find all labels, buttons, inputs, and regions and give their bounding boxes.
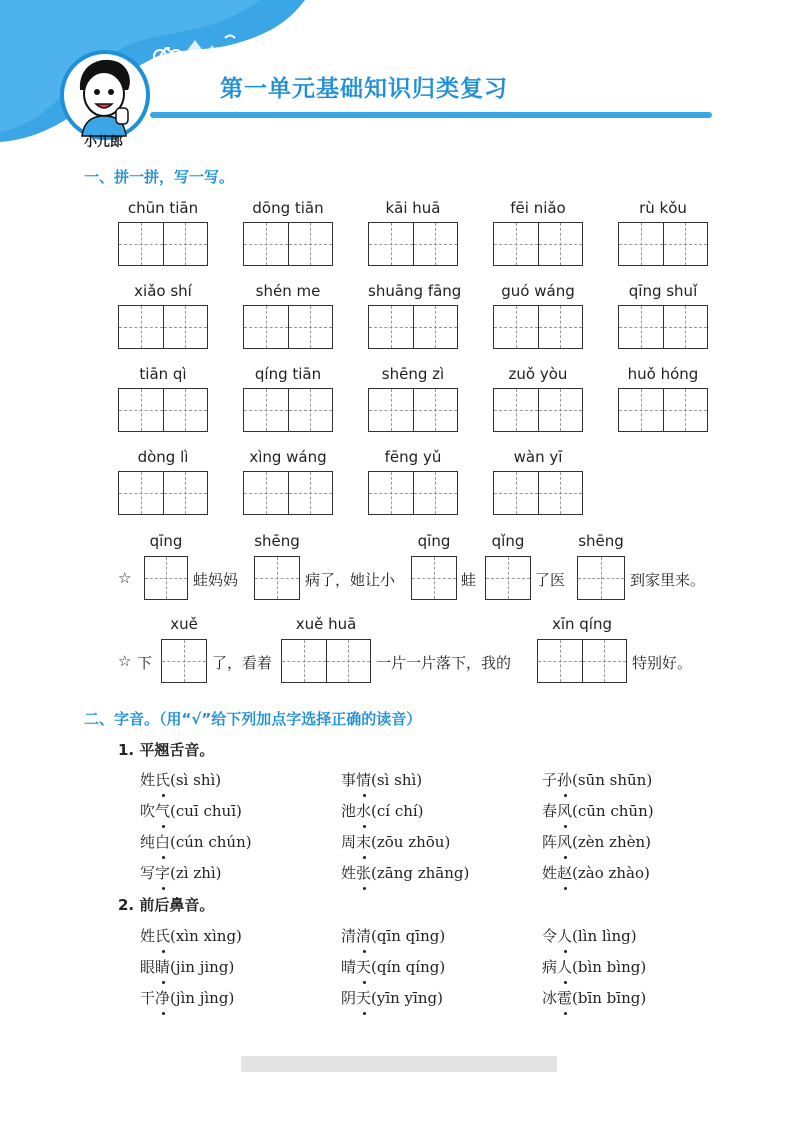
bicycle-mountain-icon <box>150 30 240 65</box>
writing-grid[interactable] <box>118 305 208 349</box>
emphasis-dot <box>363 825 366 828</box>
sentence1-pinyin: qǐng <box>491 532 525 550</box>
emphasis-dot <box>564 950 567 953</box>
sentence-text: 下 <box>137 654 153 672</box>
emphasis-dot <box>564 794 567 797</box>
sentence2-pinyin: xuě <box>170 615 198 633</box>
writing-box[interactable] <box>577 556 625 600</box>
writing-grid[interactable] <box>243 471 333 515</box>
pinyin-label: kāi huā <box>385 199 441 217</box>
mascot-boy-icon <box>60 50 150 140</box>
part1-heading: 1. 平翘舌音。 <box>118 741 215 759</box>
emphasis-dot <box>162 856 165 859</box>
pronunciation-item[interactable]: 病人(bìn bìng) <box>542 956 646 977</box>
emphasis-dot <box>162 825 165 828</box>
writing-grid[interactable] <box>118 471 208 515</box>
pinyin-label: zuǒ yòu <box>508 365 568 383</box>
page-cutoff <box>0 1026 798 1056</box>
emphasis-dot <box>162 794 165 797</box>
emphasis-dot <box>564 887 567 890</box>
sentence-text: 特别好。 <box>632 654 693 672</box>
title-underline <box>150 112 712 118</box>
pinyin-label: dōng tiān <box>252 199 324 217</box>
watermark-blur <box>241 1056 557 1072</box>
pronunciation-item[interactable]: 姓赵(zào zhào) <box>542 862 650 883</box>
page-title: 第一单元基础知识归类复习 <box>220 76 508 102</box>
emphasis-dot <box>363 887 366 890</box>
star-icon: ☆ <box>118 569 132 587</box>
sentence1-pinyin: shēng <box>254 532 300 550</box>
writing-grid[interactable] <box>368 222 458 266</box>
sentence2-pinyin: xuě huā <box>295 615 357 633</box>
writing-grid[interactable] <box>618 305 708 349</box>
pronunciation-item[interactable]: 阵风(zèn zhèn) <box>542 831 651 852</box>
pronunciation-item[interactable]: 池水(cí chí) <box>341 800 424 821</box>
writing-box[interactable] <box>254 556 300 600</box>
pinyin-label: fēng yǔ <box>384 448 442 466</box>
sentence-text: 到家里来。 <box>630 571 706 589</box>
pinyin-label: rù kǒu <box>639 199 687 217</box>
sentence-text: 了，看着 <box>212 654 273 672</box>
emphasis-dot <box>162 981 165 984</box>
writing-grid[interactable] <box>118 388 208 432</box>
emphasis-dot <box>363 856 366 859</box>
writing-grid[interactable] <box>618 388 708 432</box>
emphasis-dot <box>363 981 366 984</box>
writing-grid[interactable] <box>618 222 708 266</box>
emphasis-dot <box>162 887 165 890</box>
sentence-text: 病了，她让小 <box>305 571 396 589</box>
writing-grid[interactable] <box>243 222 333 266</box>
pinyin-label: xiǎo shí <box>134 282 192 300</box>
pinyin-label: chūn tiān <box>127 199 199 217</box>
emphasis-dot <box>363 950 366 953</box>
pinyin-label: tiān qì <box>139 365 187 383</box>
writing-box[interactable] <box>485 556 531 600</box>
pinyin-label: dòng lì <box>137 448 189 466</box>
writing-grid[interactable] <box>368 305 458 349</box>
pinyin-label: huǒ hóng <box>627 365 699 383</box>
sentence1-pinyin: qīng <box>417 532 451 550</box>
pronunciation-item[interactable]: 晴天(qín qíng) <box>341 956 445 977</box>
writing-grid[interactable] <box>493 471 583 515</box>
pronunciation-item[interactable]: 干净(jìn jìng) <box>140 987 234 1008</box>
sentence1-pinyin: qīng <box>149 532 183 550</box>
pinyin-label: guó wáng <box>501 282 575 300</box>
emphasis-dot <box>564 825 567 828</box>
pronunciation-item[interactable]: 令人(lìn lìng) <box>542 925 637 946</box>
writing-grid[interactable] <box>493 305 583 349</box>
writing-grid[interactable] <box>368 471 458 515</box>
pronunciation-item[interactable]: 姓张(zāng zhāng) <box>341 862 469 883</box>
pronunciation-item[interactable]: 阴天(yīn yīng) <box>341 987 443 1008</box>
pronunciation-item[interactable]: 姓氏(sì shì) <box>140 769 221 790</box>
pinyin-label: wàn yī <box>513 448 563 466</box>
writing-box[interactable] <box>411 556 457 600</box>
pronunciation-item[interactable]: 写字(zì zhì) <box>140 862 222 883</box>
section2-heading: 二、字音。（用“√”给下列加点字选择正确的读音） <box>84 710 422 728</box>
emphasis-dot <box>564 856 567 859</box>
section1-heading: 一、拼一拼，写一写。 <box>84 168 235 186</box>
pinyin-label: xìng wáng <box>249 448 327 466</box>
pinyin-label: qīng shuǐ <box>628 282 698 300</box>
pronunciation-item[interactable]: 吹气(cuī chuī) <box>140 800 242 821</box>
sentence-text: 蛙 <box>461 571 477 589</box>
writing-grid[interactable] <box>118 222 208 266</box>
pronunciation-item[interactable]: 周末(zōu zhōu) <box>341 831 450 852</box>
pinyin-label: shēng zì <box>381 365 445 383</box>
sentence-text: 蛙妈妈 <box>193 571 239 589</box>
writing-grid[interactable] <box>368 388 458 432</box>
star-icon: ☆ <box>118 652 132 670</box>
sentence-text: 一片一片落下，我的 <box>376 654 512 672</box>
writing-grid[interactable] <box>493 222 583 266</box>
sentence1-pinyin: shēng <box>578 532 624 550</box>
emphasis-dot <box>564 1012 567 1015</box>
pinyin-label: fēi niǎo <box>510 199 566 217</box>
writing-grid[interactable] <box>493 388 583 432</box>
pinyin-label: shuāng fāng <box>368 282 462 300</box>
writing-grid[interactable] <box>243 388 333 432</box>
pronunciation-item[interactable]: 子孙(sūn shūn) <box>542 769 652 790</box>
pronunciation-item[interactable]: 冰雹(bīn bīng) <box>542 987 646 1008</box>
emphasis-dot <box>564 981 567 984</box>
emphasis-dot <box>363 1012 366 1015</box>
pronunciation-item[interactable]: 眼睛(jin jing) <box>140 956 234 977</box>
emphasis-dot <box>162 1012 165 1015</box>
writing-box[interactable] <box>281 639 371 683</box>
emphasis-dot <box>363 794 366 797</box>
writing-box[interactable] <box>144 556 188 600</box>
sentence-text: 了医 <box>535 571 566 589</box>
emphasis-dot <box>162 950 165 953</box>
pronunciation-item[interactable]: 纯白(cún chún) <box>140 831 252 852</box>
pinyin-label: shén me <box>255 282 321 300</box>
writing-box[interactable] <box>537 639 627 683</box>
sentence2-pinyin: xīn qíng <box>551 615 613 633</box>
writing-grid[interactable] <box>243 305 333 349</box>
pronunciation-item[interactable]: 清清(qīn qīng) <box>341 925 445 946</box>
pronunciation-item[interactable]: 姓氏(xìn xìng) <box>140 925 242 946</box>
mascot-label: 小儿郎 <box>84 135 124 150</box>
pinyin-label: qíng tiān <box>254 365 322 383</box>
pronunciation-item[interactable]: 春风(cūn chūn) <box>542 800 654 821</box>
pronunciation-item[interactable]: 事情(sì shì) <box>341 769 422 790</box>
writing-box[interactable] <box>161 639 207 683</box>
part2-heading: 2. 前后鼻音。 <box>118 896 215 914</box>
